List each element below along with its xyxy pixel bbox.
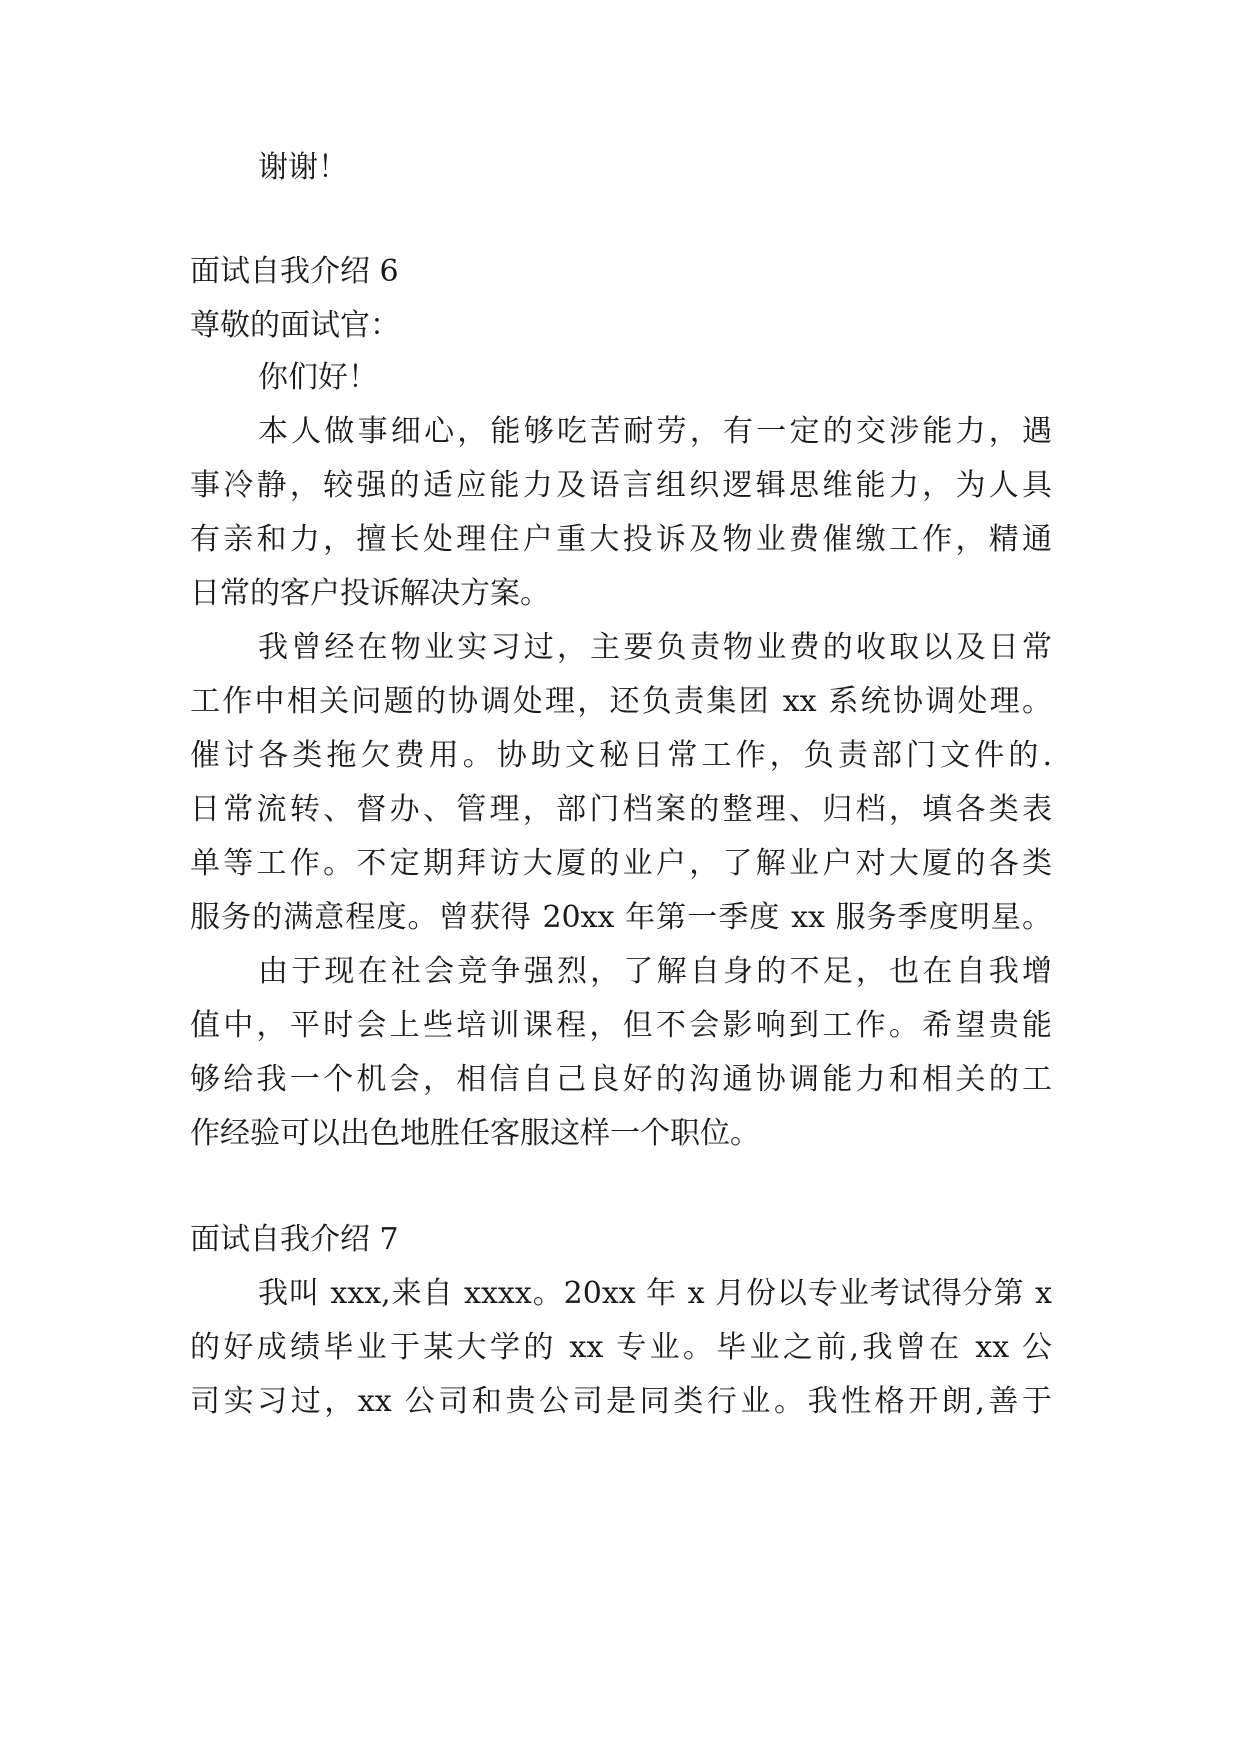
salutation: 尊敬的面试官： [190, 308, 400, 343]
section-title: 面试自我介绍 6 [190, 254, 399, 289]
paragraph-line: 由于现在社会竞争强烈，了解自身的不足，也在自我增 [258, 954, 1052, 989]
thanks-line: 谢谢！ [258, 150, 348, 185]
paragraph-line: 工作中相关问题的协调处理，还负责集团 xx 系统协调处理。 [190, 684, 1052, 719]
paragraph-line: 服务的满意程度。曾获得 20xx 年第一季度 xx 服务季度明星。 [190, 900, 1052, 935]
paragraph-line: 作经验可以出色地胜任客服这样一个职位。 [190, 1116, 760, 1151]
paragraph-line: 日常流转、督办、管理，部门档案的整理、归档，填各类表 [190, 792, 1052, 827]
paragraph-line: 我曾经在物业实习过，主要负责物业费的收取以及日常 [258, 630, 1052, 665]
greeting: 你们好！ [258, 360, 378, 395]
paragraph-line: 的好成绩毕业于某大学的 xx 专业。毕业之前,我曾在 xx 公 [190, 1330, 1052, 1365]
paragraph-line: 我叫 xxx,来自 xxxx。20xx 年 x 月份以专业考试得分第 x [258, 1276, 1052, 1311]
paragraph-line: 本人做事细心，能够吃苦耐劳，有一定的交涉能力，遇 [258, 414, 1052, 449]
paragraph-line: 单等工作。不定期拜访大厦的业户，了解业户对大厦的各类 [190, 846, 1052, 881]
paragraph-line: 司实习过，xx 公司和贵公司是同类行业。我性格开朗,善于 [190, 1384, 1052, 1419]
paragraph-line: 事冷静，较强的适应能力及语言组织逻辑思维能力，为人具 [190, 468, 1052, 503]
section-title: 面试自我介绍 7 [190, 1222, 399, 1257]
paragraph-line: 催讨各类拖欠费用。协助文秘日常工作，负责部门文件的. [190, 738, 1052, 773]
paragraph-line: 有亲和力，擅长处理住户重大投诉及物业费催缴工作，精通 [190, 522, 1052, 557]
paragraph-line: 够给我一个机会，相信自己良好的沟通协调能力和相关的工 [190, 1062, 1052, 1097]
paragraph-line: 值中，平时会上些培训课程，但不会影响到工作。希望贵能 [190, 1008, 1052, 1043]
paragraph-line: 日常的客户投诉解决方案。 [190, 576, 550, 611]
